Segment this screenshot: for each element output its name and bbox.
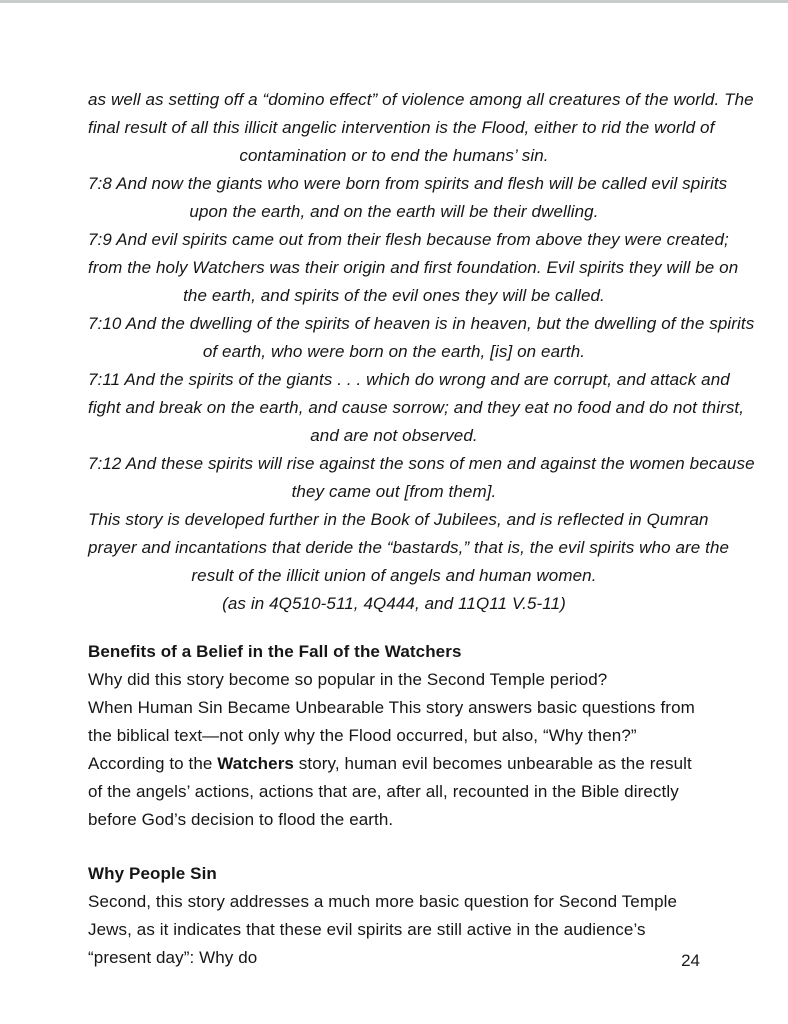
quote-line: of earth, who were born on the earth, [is] on earth. (202, 342, 586, 361)
quote-line: 7:12 And these spirits will rise against the sons of men and against the women because (88, 454, 755, 473)
section-why-sin (88, 860, 700, 972)
quote-block (88, 86, 755, 618)
section-heading-benefits: Benefits of a Belief in the Fall of the Watchers (88, 642, 462, 661)
quote-line: contamination or to end the humans’ sin. (239, 146, 549, 165)
quote-line: prayer and incantations that deride the “bastards,” that is, the evil spirits who are the (88, 538, 730, 557)
quote-line: 7:11 And the spirits of the giants . . . which do wrong and are corrupt, and attack and (88, 370, 730, 389)
section-benefits (88, 638, 700, 834)
quote-line: 7:9 And evil spirits came out from their flesh because from above they were created; (88, 230, 729, 249)
paragraph-benefits-3-pre: According to the (88, 754, 218, 773)
section-heading-why-sin: Why People Sin (88, 864, 217, 883)
quote-line: This story is developed further in the Book of Jubilees, and is reflected in Qumran (88, 510, 709, 529)
quote-line: upon the earth, and on the earth will be their dwelling. (189, 202, 599, 221)
page-number: 24 (681, 951, 700, 970)
quote-line: as well as setting off a “domino effect” of violence among all creatures of the world. The (88, 90, 754, 109)
quote-line: from the holy Watchers was their origin and first foundation. Evil spirits they will be on (88, 258, 739, 277)
paragraph-benefits-2: When Human Sin Became Unbearable This story answers basic questions from the biblical text—not only why the Flood occurred, but also, “Why then?” (88, 698, 695, 745)
paragraph-why-sin-1: Second, this story addresses a much more basic question for Second Temple Jews, as it indicates that these evil spirits are still active in the audience’s “present day”: Why do (88, 892, 678, 967)
paragraph-benefits-3 (88, 750, 700, 834)
quote-line: result of the illicit union of angels and human women. (191, 566, 597, 585)
paragraph-benefits-1: Why did this story become so popular in the Second Temple period? (88, 670, 608, 689)
quote-line: final result of all this illicit angelic intervention is the Flood, either to rid the world of (88, 118, 715, 137)
page-content (0, 3, 788, 972)
quote-line: they came out [from them]. (291, 482, 497, 501)
quote-line: 7:10 And the dwelling of the spirits of heaven is in heaven, but the dwelling of the spirits (88, 314, 755, 333)
quote-line: the earth, and spirits of the evil ones they will be called. (183, 286, 605, 305)
quote-line: and are not observed. (310, 426, 478, 445)
quote-line: 7:8 And now the giants who were born from spirits and flesh will be called evil spirits (88, 174, 728, 193)
paragraph-benefits-3-post: story, human evil becomes unbearable as the result of the angels’ actions, actions that are, after all, recounted in the Bible directly before God’s decision to flood the earth. (88, 754, 692, 829)
quote-line: (as in 4Q510-511, 4Q444, and 11Q11 V.5-11) (222, 594, 566, 613)
quote-line: fight and break on the earth, and cause sorrow; and they eat no food and do not thirst, (88, 398, 745, 417)
bold-term-watchers: Watchers (217, 754, 294, 773)
